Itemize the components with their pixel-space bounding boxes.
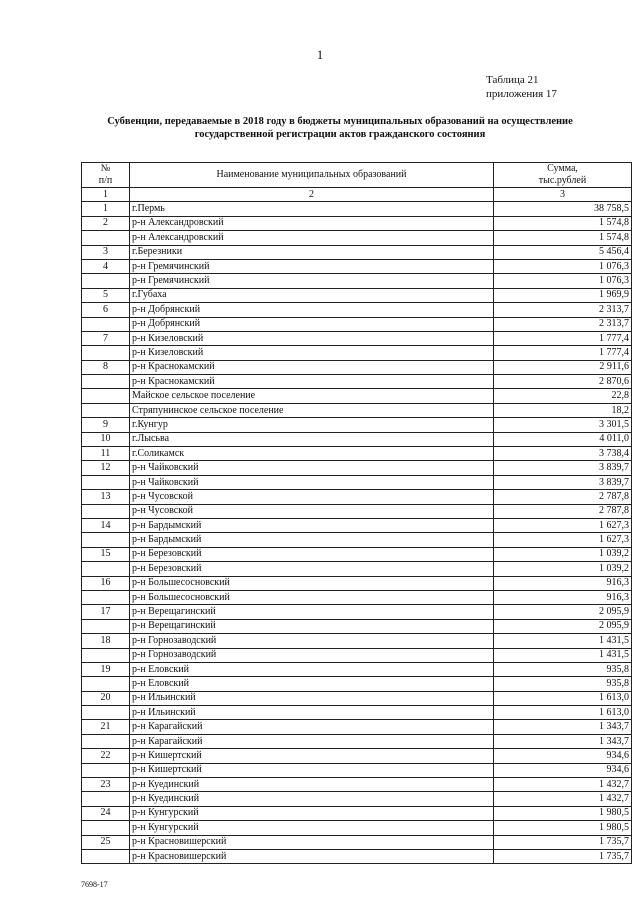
row-sum: 1 432,7: [494, 778, 632, 792]
row-number: 11: [82, 447, 130, 461]
appendix-table-label: Таблица 21: [486, 74, 539, 86]
row-municipality: р-н Верещагинский: [130, 605, 494, 619]
table-header-row: [82, 163, 632, 188]
row-sum: 1 432,7: [494, 792, 632, 806]
document-title: [60, 115, 620, 141]
table-row: [82, 303, 632, 317]
row-municipality: г.Соликамск: [130, 447, 494, 461]
row-municipality: г.Лысьва: [130, 432, 494, 446]
table-row: [82, 792, 632, 806]
row-municipality: р-н Березовский: [130, 547, 494, 561]
row-number: [82, 792, 130, 806]
row-sum: 1 980,5: [494, 821, 632, 835]
row-number: [82, 706, 130, 720]
row-municipality: р-н Кишертский: [130, 749, 494, 763]
row-number: 20: [82, 691, 130, 705]
row-number: 4: [82, 259, 130, 273]
row-municipality: р-н Бардымский: [130, 518, 494, 532]
row-number: 10: [82, 432, 130, 446]
row-number: 15: [82, 547, 130, 561]
row-sum: 1 343,7: [494, 734, 632, 748]
table-row: [82, 849, 632, 863]
column-index-row: [82, 188, 632, 202]
row-municipality: р-н Добрянский: [130, 303, 494, 317]
row-municipality: р-н Горнозаводский: [130, 648, 494, 662]
subsidies-table: [81, 162, 632, 864]
row-number: 18: [82, 634, 130, 648]
row-municipality: р-н Чусовской: [130, 490, 494, 504]
row-municipality: г.Кунгур: [130, 418, 494, 432]
row-sum: 2 787,8: [494, 504, 632, 518]
row-sum: 1 613,0: [494, 706, 632, 720]
row-municipality: р-н Ильинский: [130, 706, 494, 720]
row-number: [82, 648, 130, 662]
row-number: [82, 504, 130, 518]
table-row: [82, 245, 632, 259]
table-row: [82, 216, 632, 230]
row-sum: 3 738,4: [494, 447, 632, 461]
table-row: [82, 504, 632, 518]
table-row: [82, 806, 632, 820]
table-row: [82, 562, 632, 576]
row-municipality: р-н Горнозаводский: [130, 634, 494, 648]
row-number: 2: [82, 216, 130, 230]
table-row: [82, 763, 632, 777]
row-number: [82, 533, 130, 547]
table-row: [82, 490, 632, 504]
row-municipality: р-н Бардымский: [130, 533, 494, 547]
table-row: [82, 403, 632, 417]
table-row: [82, 835, 632, 849]
row-sum: 18,2: [494, 403, 632, 417]
row-municipality: р-н Краснокамский: [130, 360, 494, 374]
row-number: [82, 403, 130, 417]
row-municipality: г.Березники: [130, 245, 494, 259]
table-row: [82, 821, 632, 835]
row-number: [82, 375, 130, 389]
table-row: [82, 331, 632, 345]
table-row: [82, 231, 632, 245]
row-municipality: р-н Красновишерский: [130, 849, 494, 863]
row-sum: 2 095,9: [494, 605, 632, 619]
row-number: 5: [82, 288, 130, 302]
row-sum: 1 574,8: [494, 216, 632, 230]
table-row: [82, 418, 632, 432]
header-number-abbrev: п/п: [98, 175, 113, 186]
header-sum-label: Сумма,: [547, 163, 578, 174]
row-sum: 934,6: [494, 763, 632, 777]
row-municipality: р-н Куединский: [130, 792, 494, 806]
table-body: [82, 202, 632, 864]
row-municipality: р-н Верещагинский: [130, 619, 494, 633]
table-row: [82, 432, 632, 446]
table-row: [82, 389, 632, 403]
table-row: [82, 706, 632, 720]
table-row: [82, 533, 632, 547]
table-row: [82, 202, 632, 216]
row-number: 1: [82, 202, 130, 216]
row-number: 3: [82, 245, 130, 259]
table-row: [82, 475, 632, 489]
row-sum: 1 076,3: [494, 274, 632, 288]
row-municipality: р-н Ильинский: [130, 691, 494, 705]
row-municipality: р-н Карагайский: [130, 734, 494, 748]
row-sum: 22,8: [494, 389, 632, 403]
row-municipality: г.Пермь: [130, 202, 494, 216]
row-municipality: р-н Красновишерский: [130, 835, 494, 849]
table-row: [82, 634, 632, 648]
row-sum: 3 839,7: [494, 475, 632, 489]
table-row: [82, 648, 632, 662]
row-sum: 1 980,5: [494, 806, 632, 820]
row-municipality: р-н Чусовской: [130, 504, 494, 518]
row-number: 19: [82, 662, 130, 676]
row-municipality: р-н Чайковский: [130, 461, 494, 475]
row-number: [82, 821, 130, 835]
row-sum: 1 343,7: [494, 720, 632, 734]
row-sum: 916,3: [494, 590, 632, 604]
row-municipality: р-н Чайковский: [130, 475, 494, 489]
row-number: 12: [82, 461, 130, 475]
column-index: 2: [130, 188, 494, 202]
row-number: [82, 317, 130, 331]
row-number: [82, 619, 130, 633]
row-sum: 1 431,5: [494, 634, 632, 648]
row-municipality: р-н Березовский: [130, 562, 494, 576]
row-number: [82, 346, 130, 360]
row-municipality: р-н Краснокамский: [130, 375, 494, 389]
row-sum: 1 613,0: [494, 691, 632, 705]
table-row: [82, 619, 632, 633]
table-row: [82, 778, 632, 792]
row-sum: 1 574,8: [494, 231, 632, 245]
table-row: [82, 518, 632, 532]
row-number: [82, 677, 130, 691]
row-municipality: р-н Кунгурский: [130, 806, 494, 820]
header-sum: [494, 163, 632, 188]
row-number: 7: [82, 331, 130, 345]
row-sum: 3 301,5: [494, 418, 632, 432]
row-number: 14: [82, 518, 130, 532]
row-sum: 1 039,2: [494, 562, 632, 576]
row-sum: 5 456,4: [494, 245, 632, 259]
row-number: 17: [82, 605, 130, 619]
row-municipality: р-н Добрянский: [130, 317, 494, 331]
row-number: [82, 231, 130, 245]
table-row: [82, 360, 632, 374]
row-municipality: р-н Гремячинский: [130, 274, 494, 288]
row-number: 22: [82, 749, 130, 763]
row-number: 6: [82, 303, 130, 317]
row-number: 23: [82, 778, 130, 792]
table-row: [82, 547, 632, 561]
row-number: 24: [82, 806, 130, 820]
row-sum: 1 627,3: [494, 533, 632, 547]
row-sum: 38 758,5: [494, 202, 632, 216]
row-municipality: р-н Кизеловский: [130, 346, 494, 360]
table-row: [82, 288, 632, 302]
appendix-annex-label: приложения 17: [486, 88, 557, 100]
row-sum: 1 431,5: [494, 648, 632, 662]
row-municipality: р-н Большесосновский: [130, 590, 494, 604]
row-sum: 934,6: [494, 749, 632, 763]
row-number: [82, 475, 130, 489]
row-number: [82, 274, 130, 288]
row-sum: 1 627,3: [494, 518, 632, 532]
row-sum: 2 911,6: [494, 360, 632, 374]
row-number: [82, 389, 130, 403]
row-municipality: р-н Еловский: [130, 677, 494, 691]
row-sum: 1 777,4: [494, 346, 632, 360]
row-sum: 1 735,7: [494, 835, 632, 849]
page-number: 1: [316, 47, 324, 62]
row-municipality: р-н Еловский: [130, 662, 494, 676]
table-row: [82, 749, 632, 763]
row-sum: 1 039,2: [494, 547, 632, 561]
header-number-symbol: №: [100, 163, 111, 174]
table-row: [82, 605, 632, 619]
table-row: [82, 317, 632, 331]
row-number: 21: [82, 720, 130, 734]
row-sum: 3 839,7: [494, 461, 632, 475]
title-line-1: Субвенции, передаваемые в 2018 году в бюджеты муниципальных образований на осуществление: [107, 116, 573, 127]
table-row: [82, 447, 632, 461]
row-sum: 1 076,3: [494, 259, 632, 273]
row-number: 25: [82, 835, 130, 849]
row-municipality: г.Губаха: [130, 288, 494, 302]
row-number: [82, 849, 130, 863]
table-row: [82, 259, 632, 273]
row-number: 9: [82, 418, 130, 432]
row-sum: 1 777,4: [494, 331, 632, 345]
title-line-2: государственной регистрации актов гражданского состояния: [194, 129, 486, 140]
row-sum: 916,3: [494, 576, 632, 590]
row-municipality: р-н Александровский: [130, 231, 494, 245]
row-number: 8: [82, 360, 130, 374]
document-code: 7698-17: [81, 880, 108, 889]
row-municipality: р-н Гремячинский: [130, 259, 494, 273]
row-municipality: р-н Карагайский: [130, 720, 494, 734]
row-municipality: р-н Кунгурский: [130, 821, 494, 835]
row-sum: 935,8: [494, 677, 632, 691]
table-row: [82, 461, 632, 475]
row-municipality: р-н Александровский: [130, 216, 494, 230]
row-sum: 4 011,0: [494, 432, 632, 446]
table-row: [82, 677, 632, 691]
row-municipality: р-н Куединский: [130, 778, 494, 792]
table-row: [82, 375, 632, 389]
column-index: 1: [82, 188, 130, 202]
header-number: [82, 163, 130, 188]
row-number: [82, 763, 130, 777]
table-row: [82, 734, 632, 748]
row-municipality: р-н Большесосновский: [130, 576, 494, 590]
table-row: [82, 691, 632, 705]
row-municipality: р-н Кишертский: [130, 763, 494, 777]
row-sum: 2 870,6: [494, 375, 632, 389]
row-number: [82, 734, 130, 748]
row-sum: 1 735,7: [494, 849, 632, 863]
column-index: 3: [494, 188, 632, 202]
row-number: 13: [82, 490, 130, 504]
row-sum: 935,8: [494, 662, 632, 676]
table-row: [82, 576, 632, 590]
row-municipality: Стряпунинское сельское поселение: [130, 403, 494, 417]
row-sum: 2 787,8: [494, 490, 632, 504]
row-municipality: Майское сельское поселение: [130, 389, 494, 403]
table-row: [82, 590, 632, 604]
row-municipality: р-н Кизеловский: [130, 331, 494, 345]
appendix-reference: [486, 73, 557, 101]
table-row: [82, 720, 632, 734]
table-row: [82, 346, 632, 360]
row-number: 16: [82, 576, 130, 590]
header-sum-unit: тыс.рублей: [538, 175, 587, 186]
table-row: [82, 274, 632, 288]
row-sum: 2 313,7: [494, 303, 632, 317]
row-sum: 1 969,9: [494, 288, 632, 302]
header-municipality: Наименование муниципальных образований: [130, 163, 494, 188]
row-sum: 2 095,9: [494, 619, 632, 633]
row-sum: 2 313,7: [494, 317, 632, 331]
row-number: [82, 562, 130, 576]
table-row: [82, 662, 632, 676]
row-number: [82, 590, 130, 604]
